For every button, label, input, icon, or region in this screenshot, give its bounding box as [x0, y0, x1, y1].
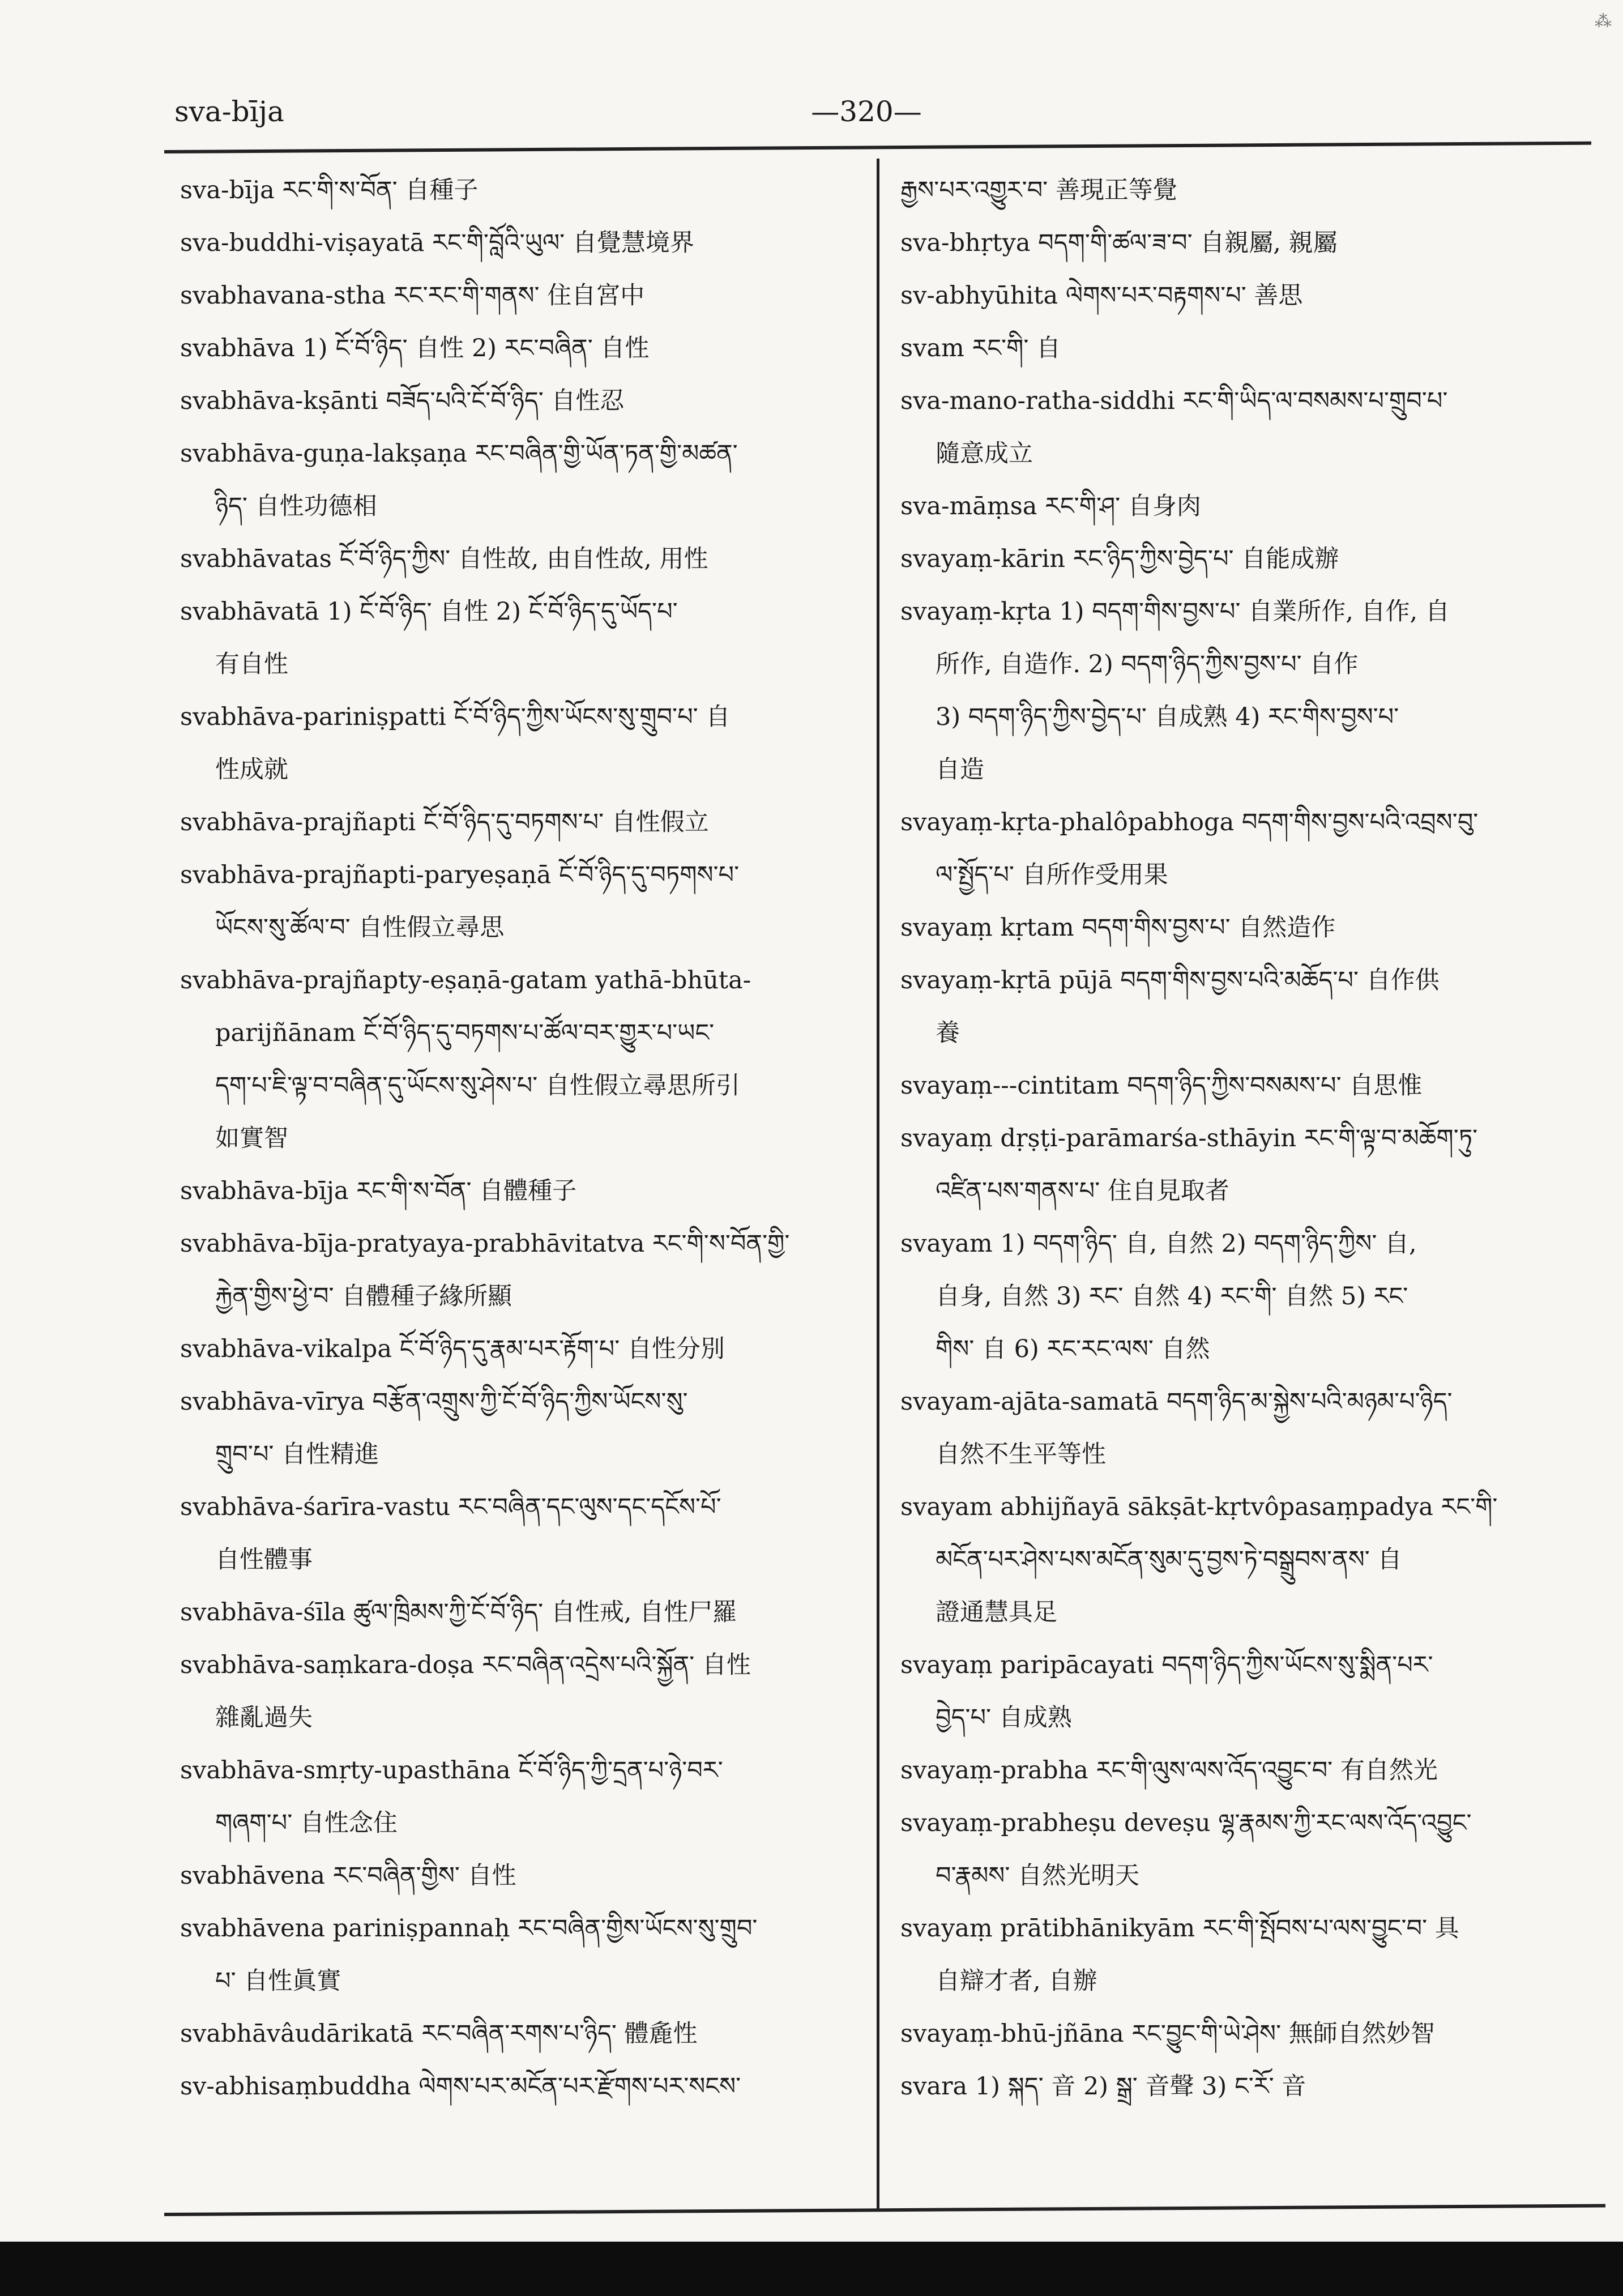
dictionary-entry: [180, 1850, 868, 1902]
dictionary-entry: [180, 1481, 868, 1586]
entry-line: svayaṃ-prabha རང་གི་ལུས་ལས་འོད་འབྱུང་བ་ 有自然光: [900, 1756, 1438, 1785]
dictionary-entry: [900, 1639, 1586, 1744]
entry-line: svayam 1) བདག་ཉིད་ 自, 自然 2) བདག་ཉིད་ཀྱིས་ 自,: [900, 1230, 1417, 1258]
dictionary-entry: [180, 849, 868, 954]
entry-continuation-line: གིས་ 自 6) རང་རང་ལས་ 自然: [936, 1335, 1210, 1363]
entry-continuation-line: པ་ 自性眞實: [215, 1967, 341, 1995]
entry-continuation-line: དག་པ་ཇི་ལྟ་བ་བཞིན་དུ་ཡོངས་སུ་ཤེས་པ་ 自性假立尋思所引: [215, 1072, 740, 1100]
entry-continuation-line: 有自性: [215, 650, 288, 678]
page-number: —320—: [811, 95, 922, 128]
dictionary-entry: [900, 796, 1586, 902]
entry-line: svayaṃ prātibhānikyām རང་གི་སྤོབས་པ་ལས་བྱུང་བ་ 具: [900, 1914, 1459, 1943]
entry-continuation-line: ཉིད་ 自性功德相: [215, 492, 377, 520]
entry-line: svabhāva-pariniṣpatti ངོ་བོ་ཉིད་ཀྱིས་ཡོངས་སུ་གྲུབ་པ་ 自: [180, 703, 731, 731]
entry-line: svabhāva-prajñapti ངོ་བོ་ཉིད་དུ་བཏགས་པ་ 自性假立: [180, 808, 709, 837]
entry-line: svayam-ajāta-samatā བདག་ཉིད་མ་སྐྱེས་པའི་མཉམ་པ་ཉིད་: [900, 1388, 1453, 1416]
entry-line: sva-bīja རང་གི་ས་བོན་ 自種子: [180, 176, 479, 204]
entry-line: svabhāvatas ངོ་བོ་ཉིད་ཀྱིས་ 自性故, 由自性故, 用性: [180, 545, 708, 573]
margin-mark: ⁂: [1595, 11, 1612, 31]
entry-line: svabhāva-śīla ཚུལ་ཁྲིམས་ཀྱི་ངོ་བོ་ཉིད་ 自性戒, 自性尸羅: [180, 1598, 737, 1627]
entry-continuation-line: བྱེད་པ་ 自成熟: [936, 1704, 1072, 1732]
entry-line: svabhāva-smṛty-upasthāna ངོ་བོ་ཉིད་ཀྱི་དྲན་པ་ཉེ་བར་: [180, 1756, 723, 1785]
dictionary-entry: [180, 586, 868, 691]
entry-line: svayaṃ-prabheṣu deveṣu ལྷ་རྣམས་ཀྱི་རང་ལས་འོད་འབྱུང་: [900, 1809, 1472, 1837]
dictionary-entry: [900, 480, 1586, 533]
dictionary-entry: [180, 1323, 868, 1376]
entry-continuation-line: 隨意成立: [936, 439, 1033, 468]
entry-line: svayaṃ---cintitam བདག་ཉིད་ཀྱིས་བསམས་པ་ 自思惟: [900, 1072, 1423, 1100]
entry-continuation-line: 自辯才者, 自辦: [936, 1967, 1097, 1995]
dictionary-entry: [900, 270, 1586, 322]
dictionary-entry: [900, 1902, 1586, 2008]
dictionary-entry: [900, 2008, 1586, 2060]
entry-line: svayam abhijñayā sākṣāt-kṛtvôpasaṃpadya རང་གི་: [900, 1493, 1498, 1521]
dictionary-entry: [180, 164, 868, 217]
entry-line: svam རང་གི་ 自: [900, 334, 1061, 362]
entry-line: svayaṃ-kṛta 1) བདག་གིས་བྱས་པ་ 自業所作, 自作, 自: [900, 598, 1450, 626]
dictionary-entry: [180, 1586, 868, 1639]
entry-continuation-line: parijñānam ངོ་བོ་ཉིད་དུ་བཏགས་པ་ཚོལ་བར་གྱུར་པ་ཡང་: [215, 1019, 715, 1047]
entry-line: svayaṃ-kārin རང་ཉིད་ཀྱིས་བྱེད་པ་ 自能成辦: [900, 545, 1339, 573]
dictionary-entry: [900, 1376, 1586, 1481]
entry-line: svara 1) སྐད་ 音 2) སྒྲ་ 音聲 3) ང་རོ་ 音: [900, 2072, 1306, 2101]
dictionary-entry: [900, 1797, 1586, 1902]
dictionary-entry: [900, 217, 1586, 270]
entry-continuation-line: 性成就: [215, 756, 288, 784]
entry-line: svabhāvena རང་བཞིན་གྱིས་ 自性: [180, 1862, 516, 1890]
dictionary-entry: [180, 1902, 868, 2008]
entry-line: svabhāva-vīrya བརྩོན་འགྲུས་ཀྱི་ངོ་བོ་ཉིད་ཀྱིས་ཡོངས་སུ་: [180, 1388, 688, 1416]
entry-line: svabhavana-stha རང་རང་གི་གནས་ 住自宮中: [180, 281, 645, 310]
dictionary-entry: [900, 1218, 1586, 1376]
entry-line: svabhāva-bīja རང་གི་ས་བོན་ 自體種子: [180, 1177, 577, 1205]
entry-line: sv-abhisaṃbuddha ལེགས་པར་མངོན་པར་རྫོགས་པར་སངས་: [180, 2072, 741, 2101]
entry-line: svayaṃ-kṛta-phalôpabhoga བདག་གིས་བྱས་པའི་འབྲས་བུ་: [900, 808, 1479, 837]
entry-continuation-line: 自身, 自然 3) རང་ 自然 4) རང་གི་ 自然 5) རང་: [936, 1282, 1408, 1311]
dictionary-entry: [180, 1639, 868, 1744]
bottom-rule: [164, 2204, 1605, 2216]
scan-edge-band: [0, 2242, 1623, 2296]
entry-line: རྒྱས་པར་འགྱུར་བ་ 善現正等覺: [900, 176, 1177, 204]
entry-line: svabhāva 1) ངོ་བོ་ཉིད་ 自性 2) རང་བཞིན་ 自性: [180, 334, 650, 362]
entry-continuation-line: བ་རྣམས་ 自然光明天: [936, 1862, 1140, 1890]
entry-line: svabhāva-vikalpa ངོ་བོ་ཉིད་དུ་རྣམ་པར་རྟོག་པ་ 自性分別: [180, 1335, 725, 1363]
entry-line: svabhāva-saṃkara-doṣa རང་བཞིན་འདྲེས་པའི་སྐྱོན་ 自性: [180, 1651, 751, 1679]
dictionary-entry: [900, 164, 1586, 217]
dictionary-entry: [180, 954, 868, 1165]
dictionary-entry: [180, 375, 868, 428]
dictionary-entry: [900, 1060, 1586, 1112]
entry-line: sva-māṃsa རང་གི་ཤ་ 自身肉: [900, 492, 1201, 520]
entry-line: svabhāva-kṣānti བཟོད་པའི་ངོ་བོ་ཉིད་ 自性忍: [180, 387, 625, 415]
dictionary-entry: [900, 533, 1586, 586]
entry-continuation-line: 雜亂過失: [215, 1704, 313, 1732]
entry-line: svabhāvena pariniṣpannaḥ རང་བཞིན་གྱིས་ཡོངས་སུ་གྲུབ་: [180, 1914, 758, 1943]
dictionary-entry: [900, 954, 1586, 1060]
running-head: sva-bīja: [174, 95, 284, 128]
entry-continuation-line: ལ་སྤྱོད་པ་ 自所作受用果: [936, 861, 1168, 889]
dictionary-entry: [180, 533, 868, 586]
entry-continuation-line: གྲུབ་པ་ 自性精進: [215, 1440, 379, 1469]
entry-line: sv-abhyūhita ལེགས་པར་བརྟགས་པ་ 善思: [900, 281, 1303, 310]
entry-line: svabhāva-bīja-pratyaya-prabhāvitatva རང་གི་ས་བོན་གྱི་: [180, 1230, 790, 1258]
entry-continuation-line: 自性體事: [215, 1546, 313, 1574]
dictionary-entry: [900, 1112, 1586, 1218]
dictionary-entry: [180, 1744, 868, 1850]
left-column: [180, 164, 868, 2113]
entry-continuation-line: 自然不生平等性: [936, 1440, 1106, 1469]
dictionary-entry: [180, 270, 868, 322]
entry-line: sva-bhṛtya བདག་གི་ཚལ་ཟ་བ་ 自親屬, 親屬: [900, 229, 1338, 257]
entry-continuation-line: 所作, 自造作. 2) བདག་ཉིད་ཀྱིས་བྱས་པ་ 自作: [936, 650, 1359, 678]
right-column: [900, 164, 1586, 2113]
dictionary-entry: [180, 1376, 868, 1481]
dictionary-entry: [180, 691, 868, 796]
entry-line: sva-buddhi-viṣayatā རང་གི་བློའི་ཡུལ་ 自覺慧境界: [180, 229, 694, 257]
column-divider: [877, 159, 879, 2212]
entry-continuation-line: ཡོངས་སུ་ཚོལ་བ་ 自性假立尋思: [215, 914, 505, 942]
entry-line: sva-mano-ratha-siddhi རང་གི་ཡིད་ལ་བསམས་པ་གྲུབ་པ་: [900, 387, 1448, 415]
dictionary-entry: [180, 2060, 868, 2113]
entry-continuation-line: མངོན་པར་ཤེས་པས་མངོན་སུམ་དུ་བྱས་ཏེ་བསྒྲུབས་ནས་ 自: [936, 1546, 1402, 1574]
entry-line: svayaṃ-bhū-jñāna རང་བྱུང་གི་ཡེ་ཤེས་ 無師自然妙智: [900, 2020, 1435, 2048]
entry-line: svayaṃ paripācayati བདག་ཉིད་ཀྱིས་ཡོངས་སུ་སྨིན་པར་: [900, 1651, 1433, 1679]
dictionary-entry: [180, 1165, 868, 1218]
dictionary-entry: [180, 322, 868, 375]
entry-line: svabhāva-prajñapti-paryeṣaṇā ངོ་བོ་ཉིད་དུ་བཏགས་པ་: [180, 861, 740, 889]
dictionary-entry: [900, 375, 1586, 480]
entry-continuation-line: 自造: [936, 756, 984, 784]
dictionary-entry: [900, 902, 1586, 954]
dictionary-entry: [180, 1218, 868, 1323]
dictionary-entry: [180, 796, 868, 849]
entry-line: svayaṃ-kṛtā pūjā བདག་གིས་བྱས་པའི་མཆོད་པ་ 自作供: [900, 966, 1440, 995]
dictionary-entry: [900, 1481, 1586, 1639]
dictionary-entry: [900, 586, 1586, 796]
entry-continuation-line: རྐྱེན་གྱིས་ཕྱེ་བ་ 自體種子緣所顯: [215, 1282, 512, 1311]
entry-continuation-line: གཞག་པ་ 自性念住: [215, 1809, 398, 1837]
entry-line: svabhāva-śarīra-vastu རང་བཞིན་དང་ལུས་དང་དངོས་པོ་: [180, 1493, 721, 1521]
entry-line: svayaṃ kṛtam བདག་གིས་བྱས་པ་ 自然造作: [900, 914, 1336, 942]
entry-continuation-line: 3) བདག་ཉིད་ཀྱིས་བྱེད་པ་ 自成熟 4) རང་གིས་བྱས་པ་: [936, 703, 1399, 731]
entry-continuation-line: འཛིན་པས་གནས་པ་ 住自見取者: [936, 1177, 1229, 1205]
top-rule: [164, 142, 1591, 153]
entry-line: svabhāvâudārikatā རང་བཞིན་རགས་པ་ཉིད་ 體麁性: [180, 2020, 698, 2048]
entry-continuation-line: 如實智: [215, 1124, 288, 1153]
dictionary-entry: [180, 217, 868, 270]
dictionary-entry: [180, 428, 868, 533]
dictionary-entry: [900, 2060, 1586, 2113]
dictionary-entry: [900, 1744, 1586, 1797]
entry-continuation-line: 證通慧具足: [936, 1598, 1057, 1627]
entry-line: svabhāvatā 1) ངོ་བོ་ཉིད་ 自性 2) ངོ་བོ་ཉིད་དུ་ཡོད་པ་: [180, 598, 678, 626]
dictionary-entry: [900, 322, 1586, 375]
entry-line: svabhāva-prajñapty-eṣaṇā-gatam yathā-bhūta-: [180, 966, 751, 995]
entry-line: svabhāva-guṇa-lakṣaṇa རང་བཞིན་གྱི་ཡོན་ཏན་གྱི་མཚན་: [180, 439, 738, 468]
entry-line: svayaṃ dṛṣṭi-parāmarśa-sthāyin རང་གི་ལྟ་བ་མཆོག་ཏུ་: [900, 1124, 1478, 1153]
dictionary-entry: [180, 2008, 868, 2060]
entry-continuation-line: 養: [936, 1019, 960, 1047]
